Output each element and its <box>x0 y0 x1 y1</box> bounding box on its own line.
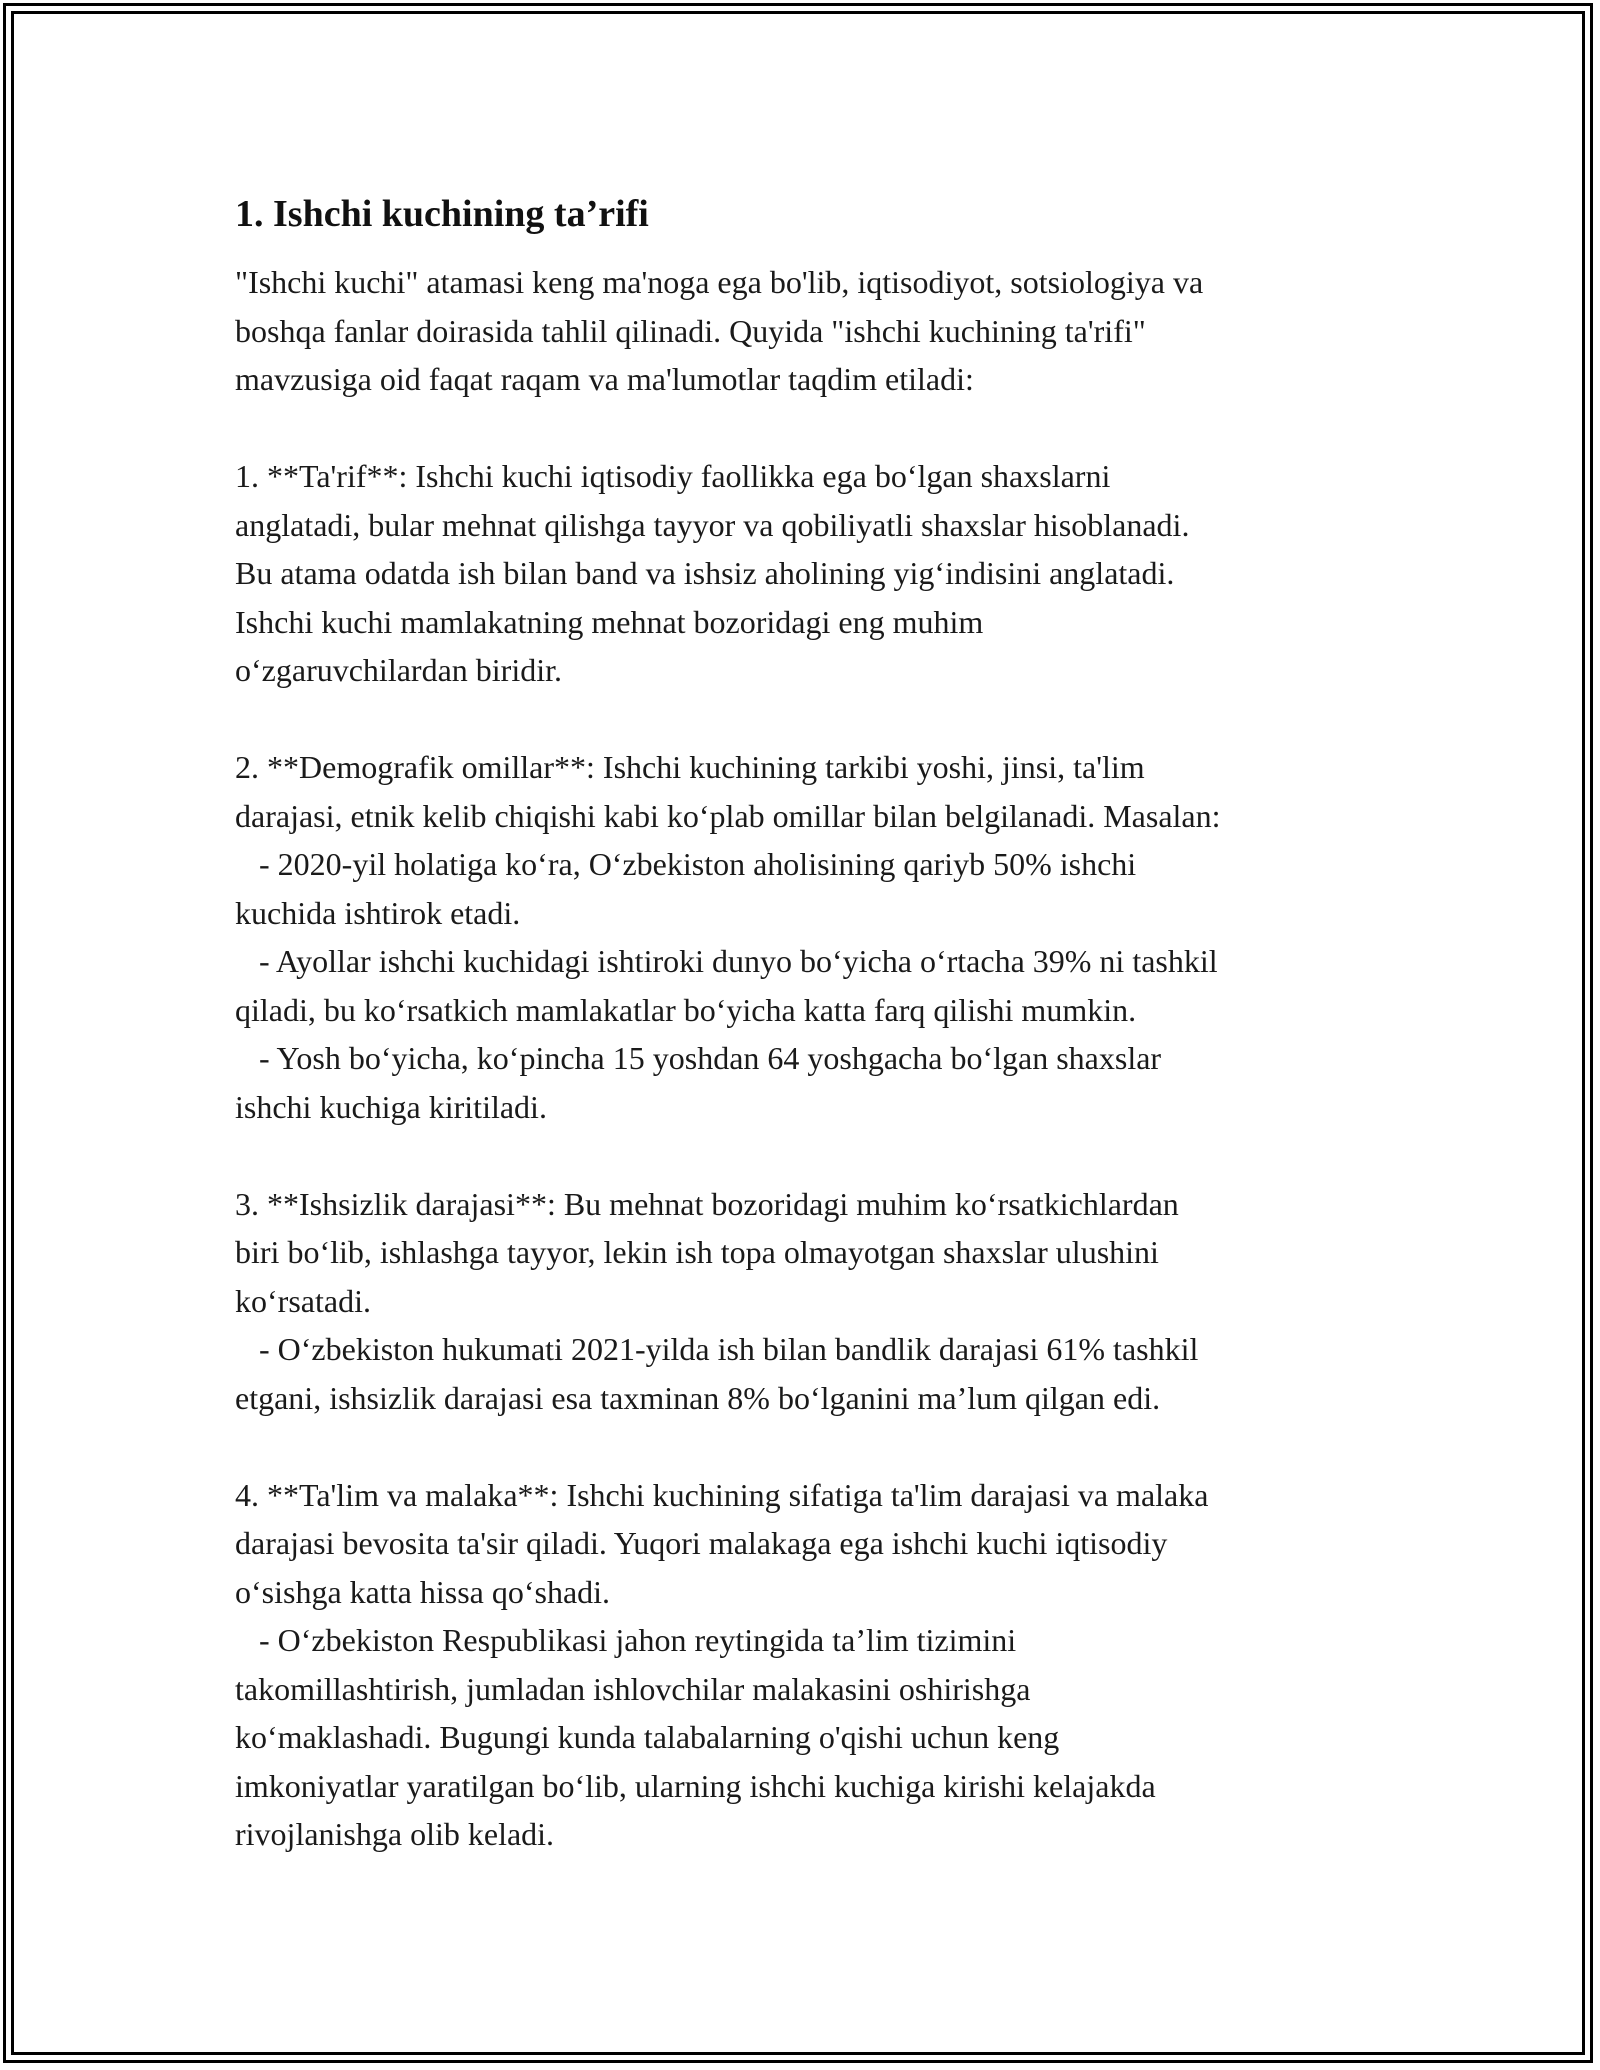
intro-paragraph: "Ishchi kuchi" atamasi keng ma'noga ega bo'lib, iqtisodiyot, sotsiologiya va boshqa fanlar doirasida tahlil qilinadi. Quyida "ishchi kuchining ta'rifi" mavzusiga oid faqat raqam va ma'lumotlar taqdim etiladi: <box>235 264 1204 397</box>
definition-paragraph: 1. **Ta'rif**: Ishchi kuchi iqtisodiy faollikka ega bo‘lgan shaxslarni anglatadi, bular mehnat qilishga tayyor va qobiliyatli shaxslar hisoblanadi. Bu atama odatda ish bilan band va ishsiz aholining yig‘indisini anglatadi. Ishchi kuchi mamlakatning mehnat bozoridagi eng muhim o‘zgaruvchilardan biridir. <box>235 458 1190 688</box>
demographic-factors-paragraph: 2. **Demografik omillar**: Ishchi kuchining tarkibi yoshi, jinsi, ta'lim darajasi, etnik kelib chiqishi kabi ko‘plab omillar bilan belgilanadi. Masalan: - 2020-yil holatiga ko‘ra, O‘zbekiston aholisining qariyb 50% ishchi kuchida ishtirok etadi. - Ayollar ishchi kuchidagi ishtiroki dunyo bo‘yicha o‘rtacha 39% ni tashkil qiladi, bu ko‘rsatkich mamlakatlar bo‘yicha katta farq qilishi mumkin. - Yosh bo‘yicha, ko‘pincha 15 yoshdan 64 yoshgacha bo‘lgan shaxslar ishchi kuchiga kiritiladi. <box>235 749 1221 1125</box>
document-body <box>235 188 1385 1859</box>
section-heading: 1. Ishchi kuchining ta’rifi <box>235 193 649 235</box>
unemployment-rate-paragraph: 3. **Ishsizlik darajasi**: Bu mehnat bozoridagi muhim ko‘rsatkichlardan biri bo‘lib, ishlashga tayyor, lekin ish topa olmayotgan shaxslar ulushini ko‘rsatadi. - O‘zbekiston hukumati 2021-yilda ish bilan bandlik darajasi 61% tashkil etgani, ishsizlik darajasi esa taxminan 8% bo‘lganini ma’lum qilgan edi. <box>235 1185 1199 1416</box>
education-skills-paragraph: 4. **Ta'lim va malaka**: Ishchi kuchining sifatiga ta'lim darajasi va malaka darajasi bevosita ta'sir qiladi. Yuqori malakaga ega ishchi kuchi iqtisodiy o‘sishga katta hissa qo‘shadi. - O‘zbekiston Respublikasi jahon reytingida ta’lim tizimini takomillashtirish, jumladan ishlovchilar malakasini oshirishga ko‘maklashadi. Bugungi kunda talabalarning o'qishi uchun keng imkoniyatlar yaratilgan bo‘lib, ularning ishchi kuchiga kirishi kelajakda rivojlanishga olib keladi. <box>235 1476 1209 1852</box>
